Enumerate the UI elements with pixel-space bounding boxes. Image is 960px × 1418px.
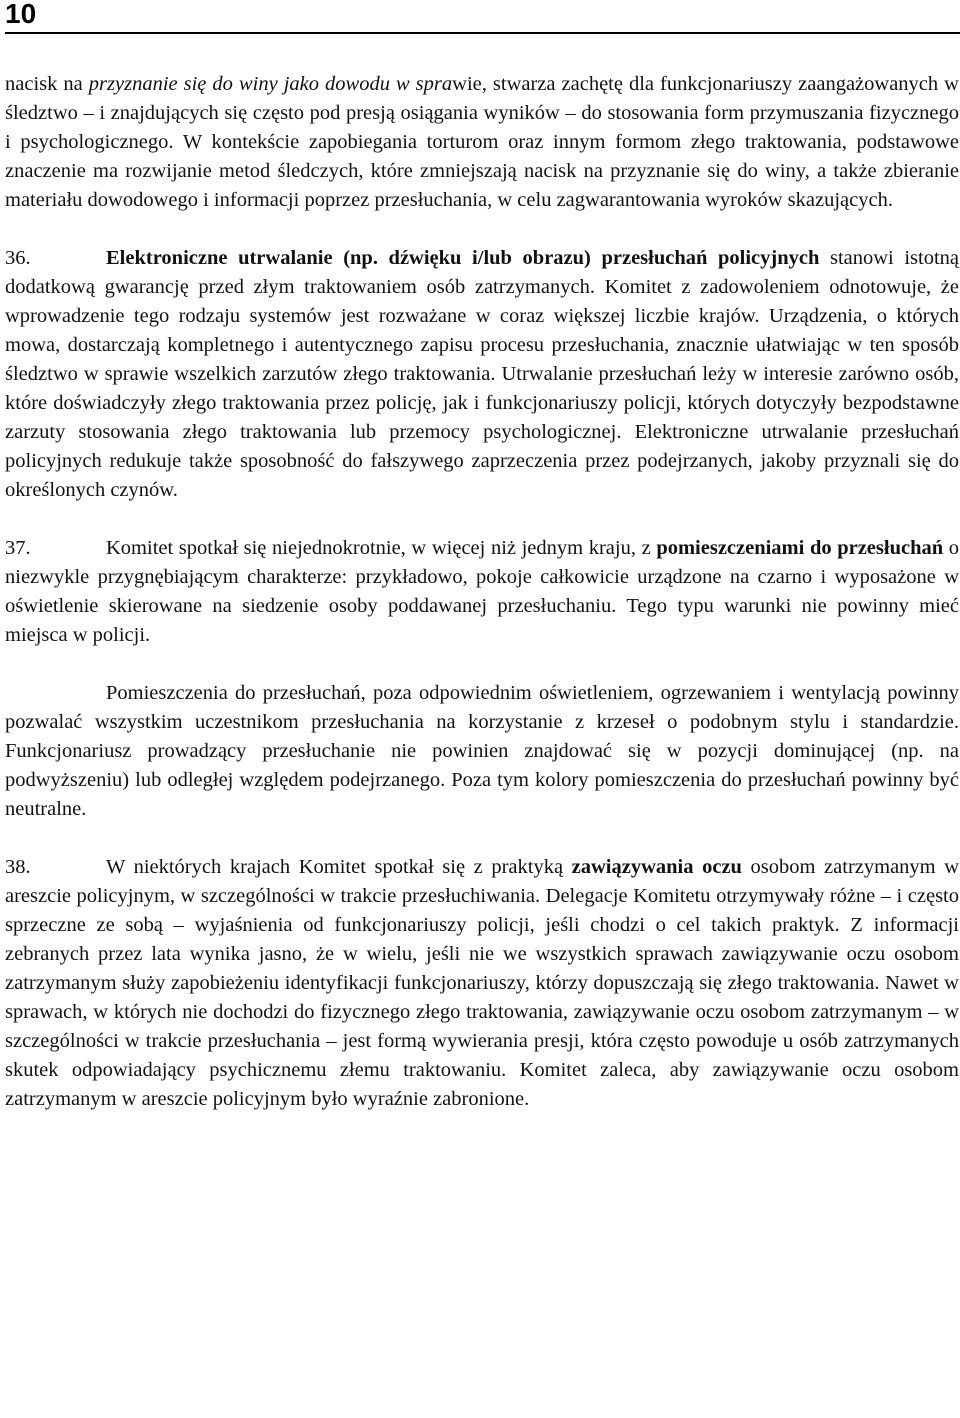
page-header	[5, 0, 960, 34]
paragraph-number: 37.	[5, 537, 31, 559]
paragraph-text: W niektórych krajach Komitet spotkał się z praktyką	[106, 856, 572, 878]
paragraph-number: 38.	[5, 856, 31, 878]
document-body	[5, 70, 959, 1114]
paragraph-number: 36.	[5, 247, 31, 269]
paragraph-text: wie, stwarza zachętę dla funkcjonariuszy zaangażowanych w śledztwo – i znajdujących się często pod presją osiągania wyników – do stosowania form przymuszania fizycznego i psychologicznego. W kontekście zapobiegania torturom oraz innym formom złego traktowania, podstawowe znaczenie ma rozwijanie metod śledczych, które zmniejszają nacisk na przyznanie się do winy, a także zbieranie materiału dowodowego i informacji poprzez przesłuchania, w celu zagwarantowania wyroków skazujących.	[5, 73, 959, 211]
paragraph-38	[5, 853, 959, 1114]
paragraph-37-continued	[5, 679, 959, 824]
paragraph-text: stanowi istotną dodatkową gwarancję przed złym traktowaniem osób zatrzymanych. Komitet z zadowoleniem odnotowuje, że wprowadzenie tego rodzaju systemów jest rozważane w coraz większej liczbie krajów. Urządzenia, o których mowa, dostarczają kompletnego i autentycznego zapisu procesu przesłuchania, znacznie ułatwiając w ten sposób śledztwo w sprawie wszelkich zarzutów złego traktowania. Utrwalanie przesłuchań leży w interesie zarówno osób, które doświadczyły złego traktowania przez policję, jak i funkcjonariuszy policji, których dotyczyły bezpodstawne zarzuty stosowania złego traktowania lub przemocy psychologicznej. Elektroniczne utrwalanie przesłuchań policyjnych redukuje także sposobność do fałszywego zaprzeczenia przez podejrzanych, jakoby przyznali się do określonych czynów.	[5, 247, 959, 501]
paragraph-37	[5, 534, 959, 650]
bold-heading-phrase: Elektroniczne utrwalanie (np. dźwięku i/lub obrazu) przesłuchań policyjnych	[106, 247, 820, 269]
paragraph-text: osobom zatrzymanym w areszcie policyjnym, w szczególności w trakcie przesłuchiwania. Delegacje Komitetu otrzymywały różne – i często sprzeczne ze sobą – wyjaśnienia od funkcjonariuszy policji, jeśli chodzi o cel takich praktyk. Z informacji zebranych przez lata wynika jasno, że w wielu, jeśli nie we wszystkich sprawach zawiązywanie oczu osobom zatrzymanym służy zapobieżeniu identyfikacji funkcjonariuszy, którzy dopuszczają się złego traktowania. Nawet w sprawach, w których nie dochodzi do fizycznego złego traktowania, zawiązywanie oczu osobom zatrzymanym – w szczególności w trakcie przesłuchania – jest formą wywierania presji, która często powoduje u osób zatrzymanych skutek odpowiadający psychicznemu złemu traktowaniu. Komitet zaleca, aby zawiązywanie oczu osobom zatrzymanym w areszcie policyjnym było wyraźnie zabronione.	[5, 856, 959, 1110]
bold-heading-phrase: zawiązywania oczu	[571, 856, 742, 878]
paragraph-continuation	[5, 70, 959, 215]
paragraph-36	[5, 244, 959, 505]
paragraph-text: o niezwykle przygnębiającym charakterze: przykładowo, pokoje całkowicie urządzone na czarno i wyposażone w oświetlenie skierowane na siedzenie osoby poddawanej przesłuchaniu. Tego typu warunki nie powinny mieć miejsca w policji.	[5, 537, 960, 646]
paragraph-text: Pomieszczenia do przesłuchań, poza odpowiednim oświetleniem, ogrzewaniem i wentylacją powinny pozwalać wszystkim uczestnikom przesłuchania na korzystanie z krzeseł o podobnym stylu i standardzie. Funkcjonariusz prowadzący przesłuchanie nie powinien znajdować się w pozycji dominującej (np. na podwyższeniu) lub odległej względem podejrzanego. Poza tym kolory pomieszczenia do przesłuchań powinny być neutralne.	[5, 682, 959, 820]
paragraph-text: Komitet spotkał się niejednokrotnie, w więcej niż jednym kraju, z	[106, 537, 657, 559]
italic-phrase: przyznanie się do winy jako dowodu w spra	[88, 73, 453, 95]
page-number: 10	[5, 0, 37, 29]
bold-heading-phrase: pomieszczeniami do przesłuchań	[656, 537, 944, 559]
paragraph-text: nacisk na	[5, 73, 89, 95]
